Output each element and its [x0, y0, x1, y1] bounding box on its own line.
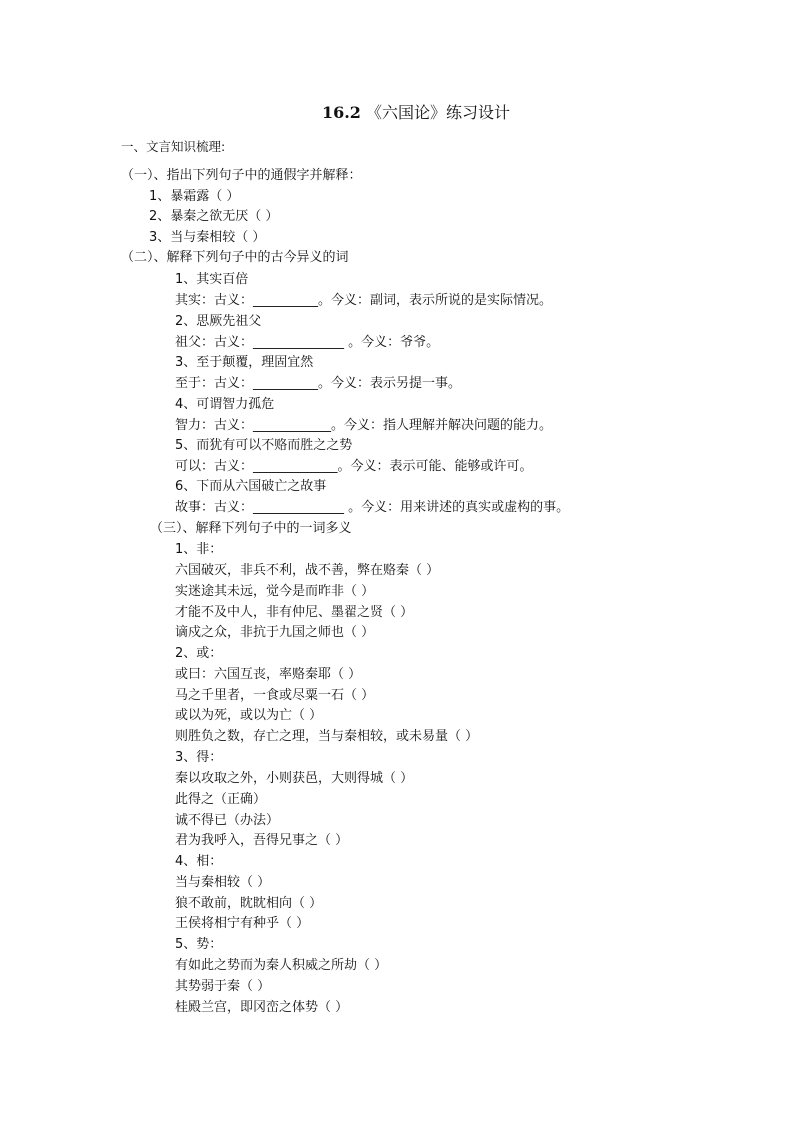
- sub2-sentence-6: 6、下而从六国破亡之故事: [175, 479, 327, 494]
- sub3-line: 君为我呼入，吾得兄事之（ ）: [175, 833, 349, 848]
- sub2-answer-line-4: 智力：古义：____________。今义：指人理解并解决问题的能力。: [175, 418, 553, 433]
- sub2-sentence-2: 2、思厥先祖父: [175, 314, 262, 329]
- sub3-line: 或曰：六国互丧，率赂秦耶（ ）: [175, 667, 362, 682]
- sub2-sentence-4: 4、可谓智力孤危: [175, 397, 275, 412]
- sub3-line: 才能不及中人，非有仲尼、墨翟之贤（ ）: [175, 605, 414, 620]
- sub3-word-1: 1、非：: [175, 542, 223, 557]
- sub3-word-3: 3、得：: [175, 750, 223, 765]
- sub1-item-1: 1、暴霜露（ ）: [149, 189, 240, 204]
- sub3-line: 桂殿兰宫，即冈峦之体势（ ）: [175, 1000, 349, 1015]
- sub1-heading: （一）、指出下列句子中的通假字并解释：: [121, 168, 362, 183]
- sub2-answer-line-1: 其实：古义：__________。今义：副词，表示所说的是实际情况。: [175, 293, 553, 308]
- section-heading-main: 一、文言知识梳理:: [121, 139, 226, 154]
- sub3-heading: （三）、解释下列句子中的一词多义: [150, 521, 352, 536]
- sub3-word-5: 5、势：: [175, 937, 223, 952]
- sub2-sentence-1: 1、其实百倍: [175, 272, 249, 287]
- sub2-sentence-5: 5、而犹有可以不赂而胜之之势: [175, 438, 353, 453]
- sub3-line: 或以为死，或以为亡（ ）: [175, 708, 323, 723]
- sub3-line: 马之千里者，一食或尽粟一石（ ）: [175, 688, 375, 703]
- sub2-answer-line-3: 至于：古义：__________。今义：表示另提一事。: [175, 376, 462, 391]
- sub3-line: 实迷途其未远，觉今是而昨非（ ）: [175, 584, 375, 599]
- sub2-answer-line-5: 可以：古义：_____________。今义：表示可能、能够或许可。: [175, 459, 533, 474]
- sub3-word-2: 2、或：: [175, 646, 223, 661]
- sub3-line: 诚不得已（办法）: [175, 813, 280, 828]
- sub3-line: 其势弱于秦（ ）: [175, 979, 271, 994]
- sub3-line: 此得之（正确）: [175, 792, 267, 807]
- sub2-answer-line-6: 故事：古义：______________ 。今义：用来讲述的真实或虚构的事。: [175, 500, 570, 515]
- sub2-heading: （二）、解释下列句子中的古今异义的词: [121, 250, 349, 265]
- title-text: 《六国论》练习设计: [366, 103, 511, 122]
- sub1-item-2: 2、暴秦之欲无厌（ ）: [149, 209, 279, 224]
- sub3-line: 谪戍之众，非抗于九国之师也（ ）: [175, 625, 375, 640]
- sub3-line: 王侯将相宁有种乎（ ）: [175, 916, 310, 931]
- sub3-word-4: 4、相：: [175, 854, 223, 869]
- sub3-line: 秦以攻取之外，小则获邑，大则得城（ ）: [175, 771, 414, 786]
- sub2-sentence-3: 3、至于颠覆，理固宜然: [175, 355, 314, 370]
- sub1-item-3: 3、当与秦相较（ ）: [149, 230, 266, 245]
- page-title: [0, 101, 794, 125]
- sub3-line: 狼不敢前，眈眈相向（ ）: [175, 896, 323, 911]
- sub3-line: 则胜负之数，存亡之理，当与秦相较，或未易量（ ）: [175, 729, 479, 744]
- sub2-answer-line-2: 祖父：古义：______________ 。今义：爷爷。: [175, 335, 440, 350]
- sub3-line: 当与秦相较（ ）: [175, 875, 271, 890]
- title-number: 16.2: [321, 103, 361, 122]
- sub3-line: 有如此之势而为秦人积威之所劫（ ）: [175, 958, 388, 973]
- sub3-line: 六国破灭，非兵不利，战不善，弊在赂秦（ ）: [175, 563, 440, 578]
